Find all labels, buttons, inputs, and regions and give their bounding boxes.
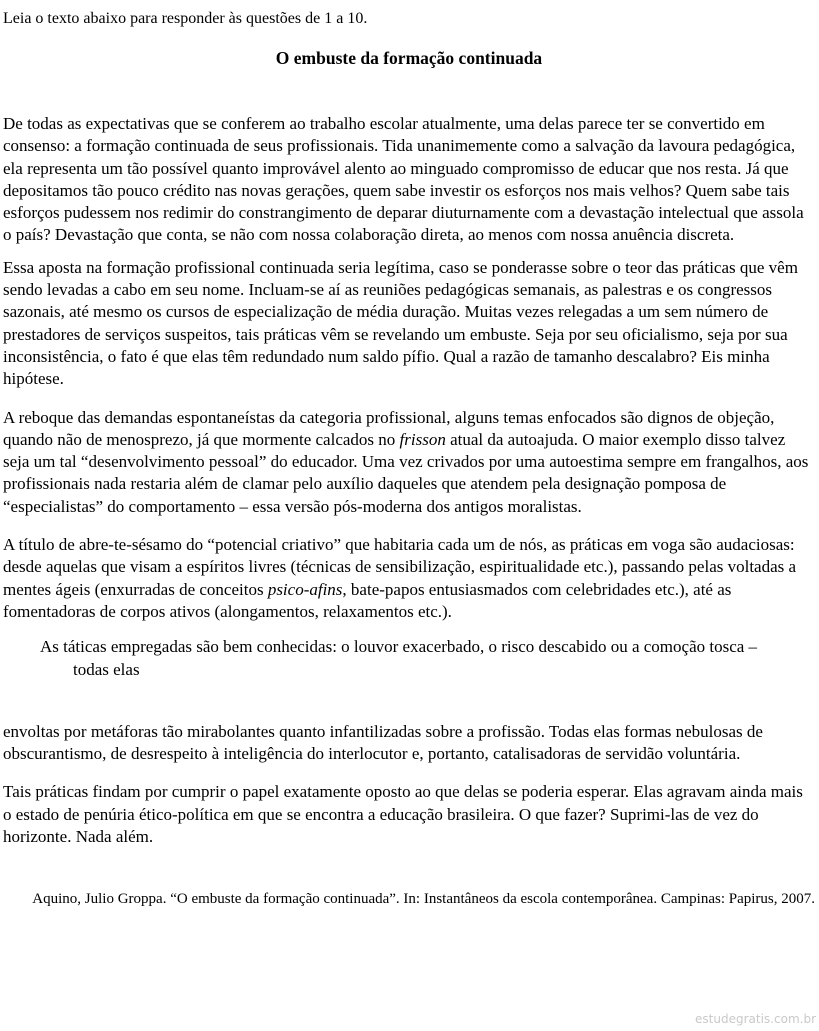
article-paragraph-3: A reboque das demandas espontaneístas da categoria profissional, alguns temas enfocados são dignos de objeção, quando não de menosprezo, já que mormente calcados no frisson atual da autoajuda. O maior exemplo disso talvez seja um tal “desenvolvimento pessoal” do educador. Uma vez crivados por uma autoestima sempre em frangalhos, aos profissionais nada restaria além de clamar pelo auxílio daqueles que atendem pela designação pomposa de “especialistas” do comportamento – essa versão pós-moderna dos antigos moralistas. (3, 407, 809, 516)
article-title: O embuste da formação continuada (275, 48, 543, 68)
article-paragraph-2: Essa aposta na formação profissional continuada seria legítima, caso se ponderasse sobre o teor das práticas que vêm sendo levadas a cabo em seu nome. Incluam-se aí as reuniões pedagógicas semanais, as palestras e os congressos sazonais, até mesmo os cursos de especialização de média duração. Muitas vezes relegadas a um sem número de prestadores de serviços suspeitos, tais práticas vêm se revelando um embuste. Seja por seu oficialismo, seja por sua inconsistência, o fato é que elas têm redundado num saldo pífio. Qual a razão de tamanho descalabro? Eis minha hipótese. (3, 257, 798, 389)
site-watermark: estudegratis.com.br (695, 1012, 816, 1026)
article-paragraph-5-indented: As táticas empregadas são bem conhecidas: o louvor exacerbado, o risco descabido ou a comoção tosca – todas elas (40, 637, 758, 679)
article-paragraph-4: A título de abre-te-sésamo do “potencial criativo” que habitaria cada um de nós, as práticas em voga são audaciosas: desde aquelas que visam a espíritos livres (técnicas de sensibilização, espiritualidade etc.), passando pelas voltadas a mentes ágeis (enxurradas de conceitos psico-afins, bate-papos entusiasmados com celebridades etc.), até as fomentadoras de corpos ativos (alongamentos, relaxamentos etc.). (3, 535, 797, 621)
instruction-text: Leia o texto abaixo para responder às questões de 1 a 10. (3, 10, 368, 27)
article-paragraph-1: De todas as expectativas que se conferem ao trabalho escolar atualmente, uma delas parece ter se convertido em consenso: a formação continuada de seus profissionais. Tida unanimemente como a salvação da lavoura pedagógica, ela representa um tão possível quanto improvável alento ao minguado compromisso de educar que nos resta. Já que depositamos tão pouco crédito nas novas gerações, quem sabe investir os esforços nos mais velhos? Quem sabe tais esforços pudessem nos redimir do constrangimento de deparar diuturnamente com a devastação intelectual que assola o país? Devastação que conta, se não com nossa colaboração direta, ao menos com nossa anuência discreta. (3, 114, 804, 245)
article-paragraph-6: envoltas por metáforas tão mirabolantes quanto infantilizadas sobre a profissão. Todas elas formas nebulosas de obscurantismo, de desrespeito à inteligência do interlocutor e, portanto, catalisadoras de servidão voluntária. (3, 721, 763, 764)
source-citation: Aquino, Julio Groppa. “O embuste da formação continuada”. In: Instantâneos da escola contemporânea. Campinas: Papirus, 2007. (32, 891, 815, 908)
article-paragraph-7: Tais práticas findam por cumprir o papel exatamente oposto ao que delas se poderia esperar. Elas agravam ainda mais o estado de penúria ético-política em que se encontra a educação brasileira. O que fazer? Suprimi-las de vez do horizonte. Nada além. (3, 782, 803, 847)
